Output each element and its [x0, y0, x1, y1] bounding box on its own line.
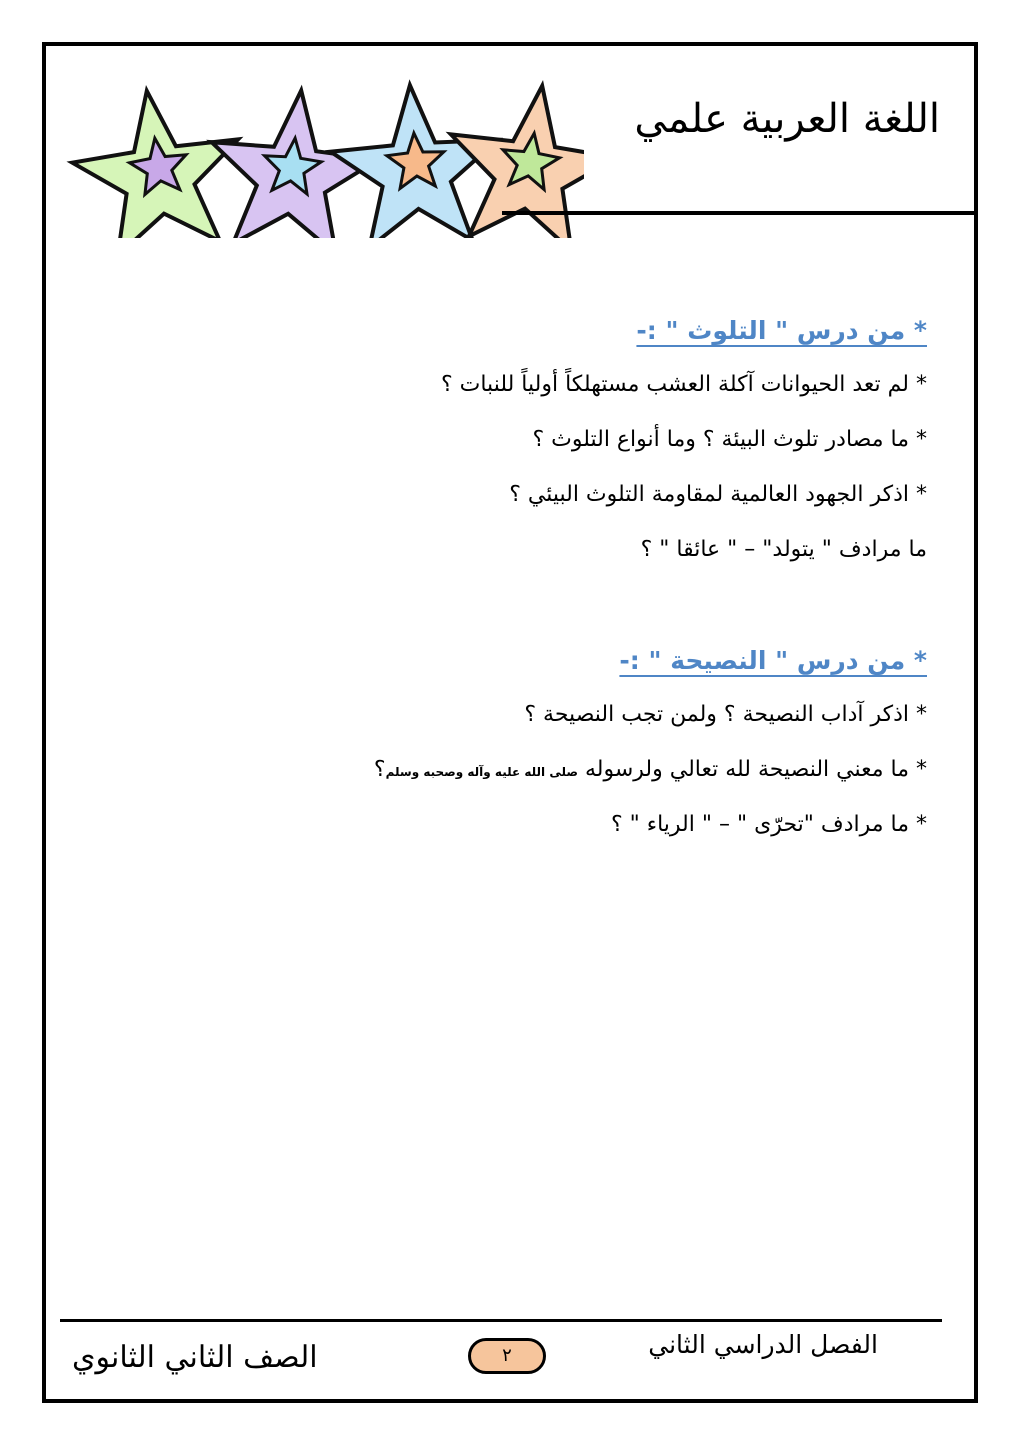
question-item: [167, 742, 927, 797]
content: [167, 305, 927, 852]
footer-grade: الصف الثاني الثانوي: [72, 1340, 318, 1375]
section-heading-advice: * من درس " النصيحة " :-: [619, 646, 927, 675]
question-item: * ما مرادف "تحرّى " – " الرياء " ؟: [610, 812, 927, 837]
question-mark: ؟: [373, 757, 386, 782]
question-item: * ما مصادر تلوث البيئة ؟ وما أنواع التلوث ؟: [532, 427, 927, 452]
stars-decoration: [44, 48, 584, 238]
question-text: * ما معني النصيحة لله تعالي ولرسوله: [584, 757, 927, 782]
page-title: اللغة العربية علمي: [634, 96, 940, 142]
header-divider: [502, 211, 978, 215]
question-item: * اذكر آداب النصيحة ؟ ولمن تجب النصيحة ؟: [524, 702, 927, 727]
question-item: * اذكر الجهود العالمية لمقاومة التلوث البيئي ؟: [509, 482, 927, 507]
footer-semester: الفصل الدراسي الثاني: [648, 1330, 878, 1359]
section-heading-pollution: * من درس " التلوث " :-: [636, 316, 927, 345]
footer-divider: [60, 1319, 942, 1322]
question-item: * لم تعد الحيوانات آكلة العشب مستهلكاً أولياً للنبات ؟: [440, 372, 927, 397]
page-number-badge: ٢: [468, 1338, 546, 1374]
question-item: ما مرادف " يتولد" – " عائقا " ؟: [640, 537, 927, 562]
salutation: صلى الله عليه وآله وصحبه وسلم: [385, 765, 578, 779]
